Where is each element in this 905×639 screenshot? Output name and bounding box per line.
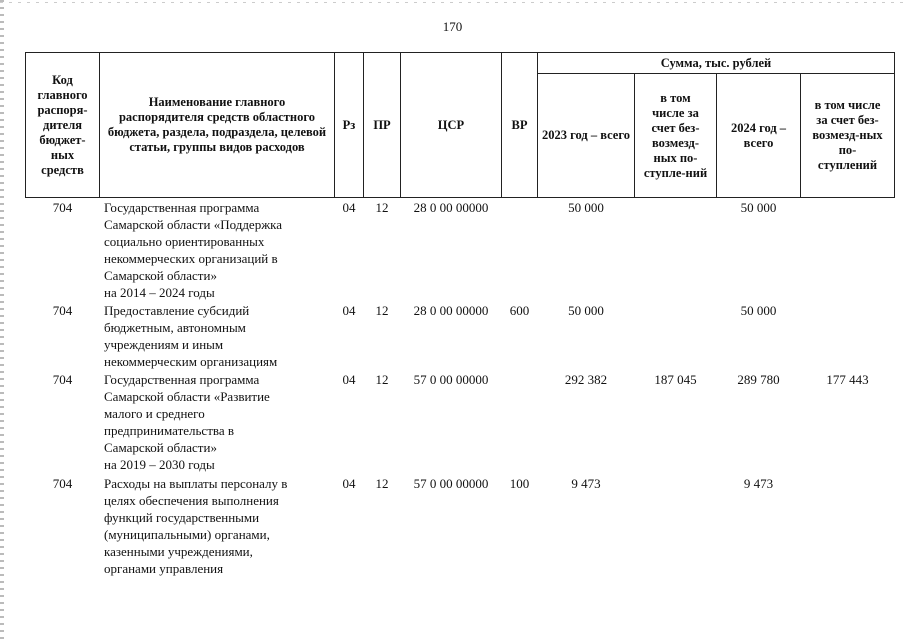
header-rz: Рз	[334, 52, 364, 198]
row-3-2024-free: 177 443	[826, 372, 869, 387]
row-2-2023-total: 50 000	[568, 303, 604, 318]
row-2-2024-total: 50 000	[740, 303, 777, 318]
header-2023-free: в том числе за счет без-возмезд-ных по-ступле-ний	[634, 73, 717, 198]
row-2-rz: 04	[342, 303, 356, 318]
row-4-csr: 57 0 00 00000	[413, 476, 489, 491]
row-4-2024-total: 9 473	[743, 476, 774, 491]
row-4-name: Расходы на выплаты персоналу в целях обеспечения выполнения функций государственными (муниципальными) органами, казенными учреждениями, органами управления	[104, 476, 288, 576]
row-3-name: Государственная программа Самарской области «Развитие малого и среднего предпринимательства в Самарской области» на 2019 – 2030 годы	[104, 372, 270, 472]
row-3-code: 704	[52, 372, 73, 387]
scan-edge-left	[0, 0, 4, 639]
row-2-code: 704	[52, 303, 73, 318]
row-2-pr: 12	[375, 303, 389, 318]
row-1-pr: 12	[375, 200, 389, 215]
row-3-csr: 57 0 00 00000	[413, 372, 489, 387]
row-1-rz: 04	[342, 200, 356, 215]
row-4-2023-total: 9 473	[571, 476, 601, 491]
header-name: Наименование главного распорядителя средств областного бюджета, раздела, подраздела, целевой статьи, группы видов расходов	[99, 52, 335, 198]
row-1-csr: 28 0 00 00000	[413, 200, 489, 215]
row-3-2023-free: 187 045	[654, 372, 697, 387]
row-2-csr: 28 0 00 00000	[413, 303, 489, 318]
header-sum: Сумма, тыс. рублей	[537, 52, 895, 74]
header-pr: ПР	[363, 52, 401, 198]
row-4-vr: 100	[509, 476, 530, 491]
header-2024-free: в том числе за счет без-возмезд-ных по-ступлений	[800, 73, 895, 198]
header-2024-total: 2024 год – всего	[716, 73, 801, 198]
header-2023-total: 2023 год – всего	[537, 73, 635, 198]
row-1-code: 704	[52, 200, 73, 215]
row-4-pr: 12	[375, 476, 389, 491]
row-3-2023-total: 292 382	[564, 372, 608, 387]
header-csr: ЦСР	[400, 52, 502, 198]
row-2-name: Предоставление субсидий бюджетным, автономным учреждениям и иным некоммерческим организациям	[104, 303, 278, 369]
header-code: Код главного распоря-дителя бюджет-ных средств	[25, 52, 100, 198]
scan-edge-top	[0, 2, 905, 3]
row-3-rz: 04	[342, 372, 356, 387]
page-number: 170	[442, 19, 463, 34]
row-3-2024-total: 289 780	[737, 372, 780, 387]
row-4-code: 704	[52, 476, 73, 491]
row-1-2023-total: 50 000	[568, 200, 604, 215]
row-2-vr: 600	[509, 303, 530, 318]
row-3-pr: 12	[375, 372, 389, 387]
row-1-name: Государственная программа Самарской области «Поддержка социально ориентированных некоммерческих организаций в Самарской области» на 2014 – 2024 годы	[104, 200, 283, 300]
row-1-2024-total: 50 000	[740, 200, 777, 215]
row-4-rz: 04	[342, 476, 356, 491]
header-vr: ВР	[501, 52, 538, 198]
